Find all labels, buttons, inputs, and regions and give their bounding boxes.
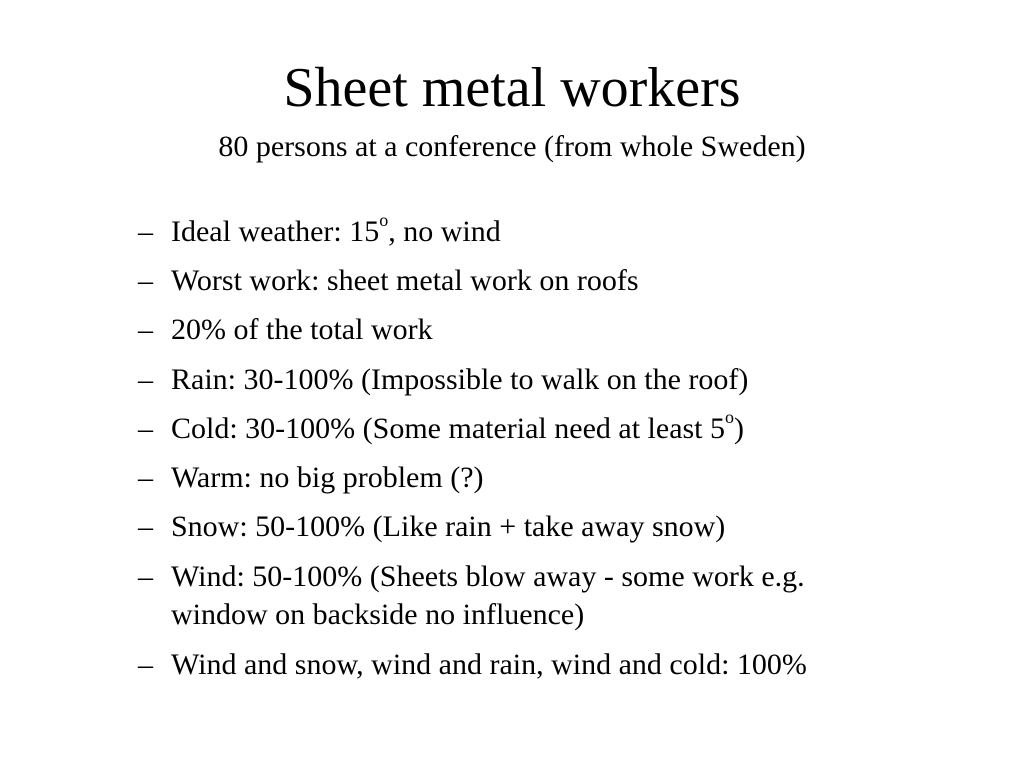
bullet-dash: – <box>138 215 153 248</box>
degree-superscript: o <box>379 210 389 230</box>
slide-subtitle: 80 persons at a conference (from whole Sweden) <box>218 130 806 163</box>
bullet-text: Warm: no big problem (?) <box>171 461 484 494</box>
bullet-dash: – <box>138 363 153 396</box>
bullet-text: Rain: 30-100% (Impossible to walk on the roof) <box>171 363 749 396</box>
bullet-text: Wind and snow, wind and rain, wind and cold: 100% <box>171 648 807 681</box>
bullet-text-continuation: window on backside no influence) <box>171 598 585 631</box>
bullet-text: Worst work: sheet metal work on roofs <box>171 264 639 297</box>
bullet-text: Ideal weather: 15$^o$, no wind <box>171 210 501 248</box>
degree-superscript: o <box>725 407 735 427</box>
bullet-text: 20% of the total work <box>171 313 433 346</box>
bullet-dash: – <box>138 412 153 445</box>
bullet-dash: – <box>138 461 153 494</box>
bullet-dash: – <box>138 648 153 681</box>
bullet-dash: – <box>138 560 153 593</box>
bullet-dash: – <box>138 510 153 543</box>
bullet-text: Cold: 30-100% (Some material need at least 5$^o$) <box>171 407 745 445</box>
bullet-text: Snow: 50-100% (Like rain + take away snow) <box>171 510 726 543</box>
bullet-dash: – <box>138 313 153 346</box>
slide-title: Sheet metal workers <box>283 57 741 119</box>
bullet-dash: – <box>138 264 153 297</box>
bullet-text: Wind: 50-100% (Sheets blow away - some work e.g. window on backside no influence) <box>171 558 931 634</box>
